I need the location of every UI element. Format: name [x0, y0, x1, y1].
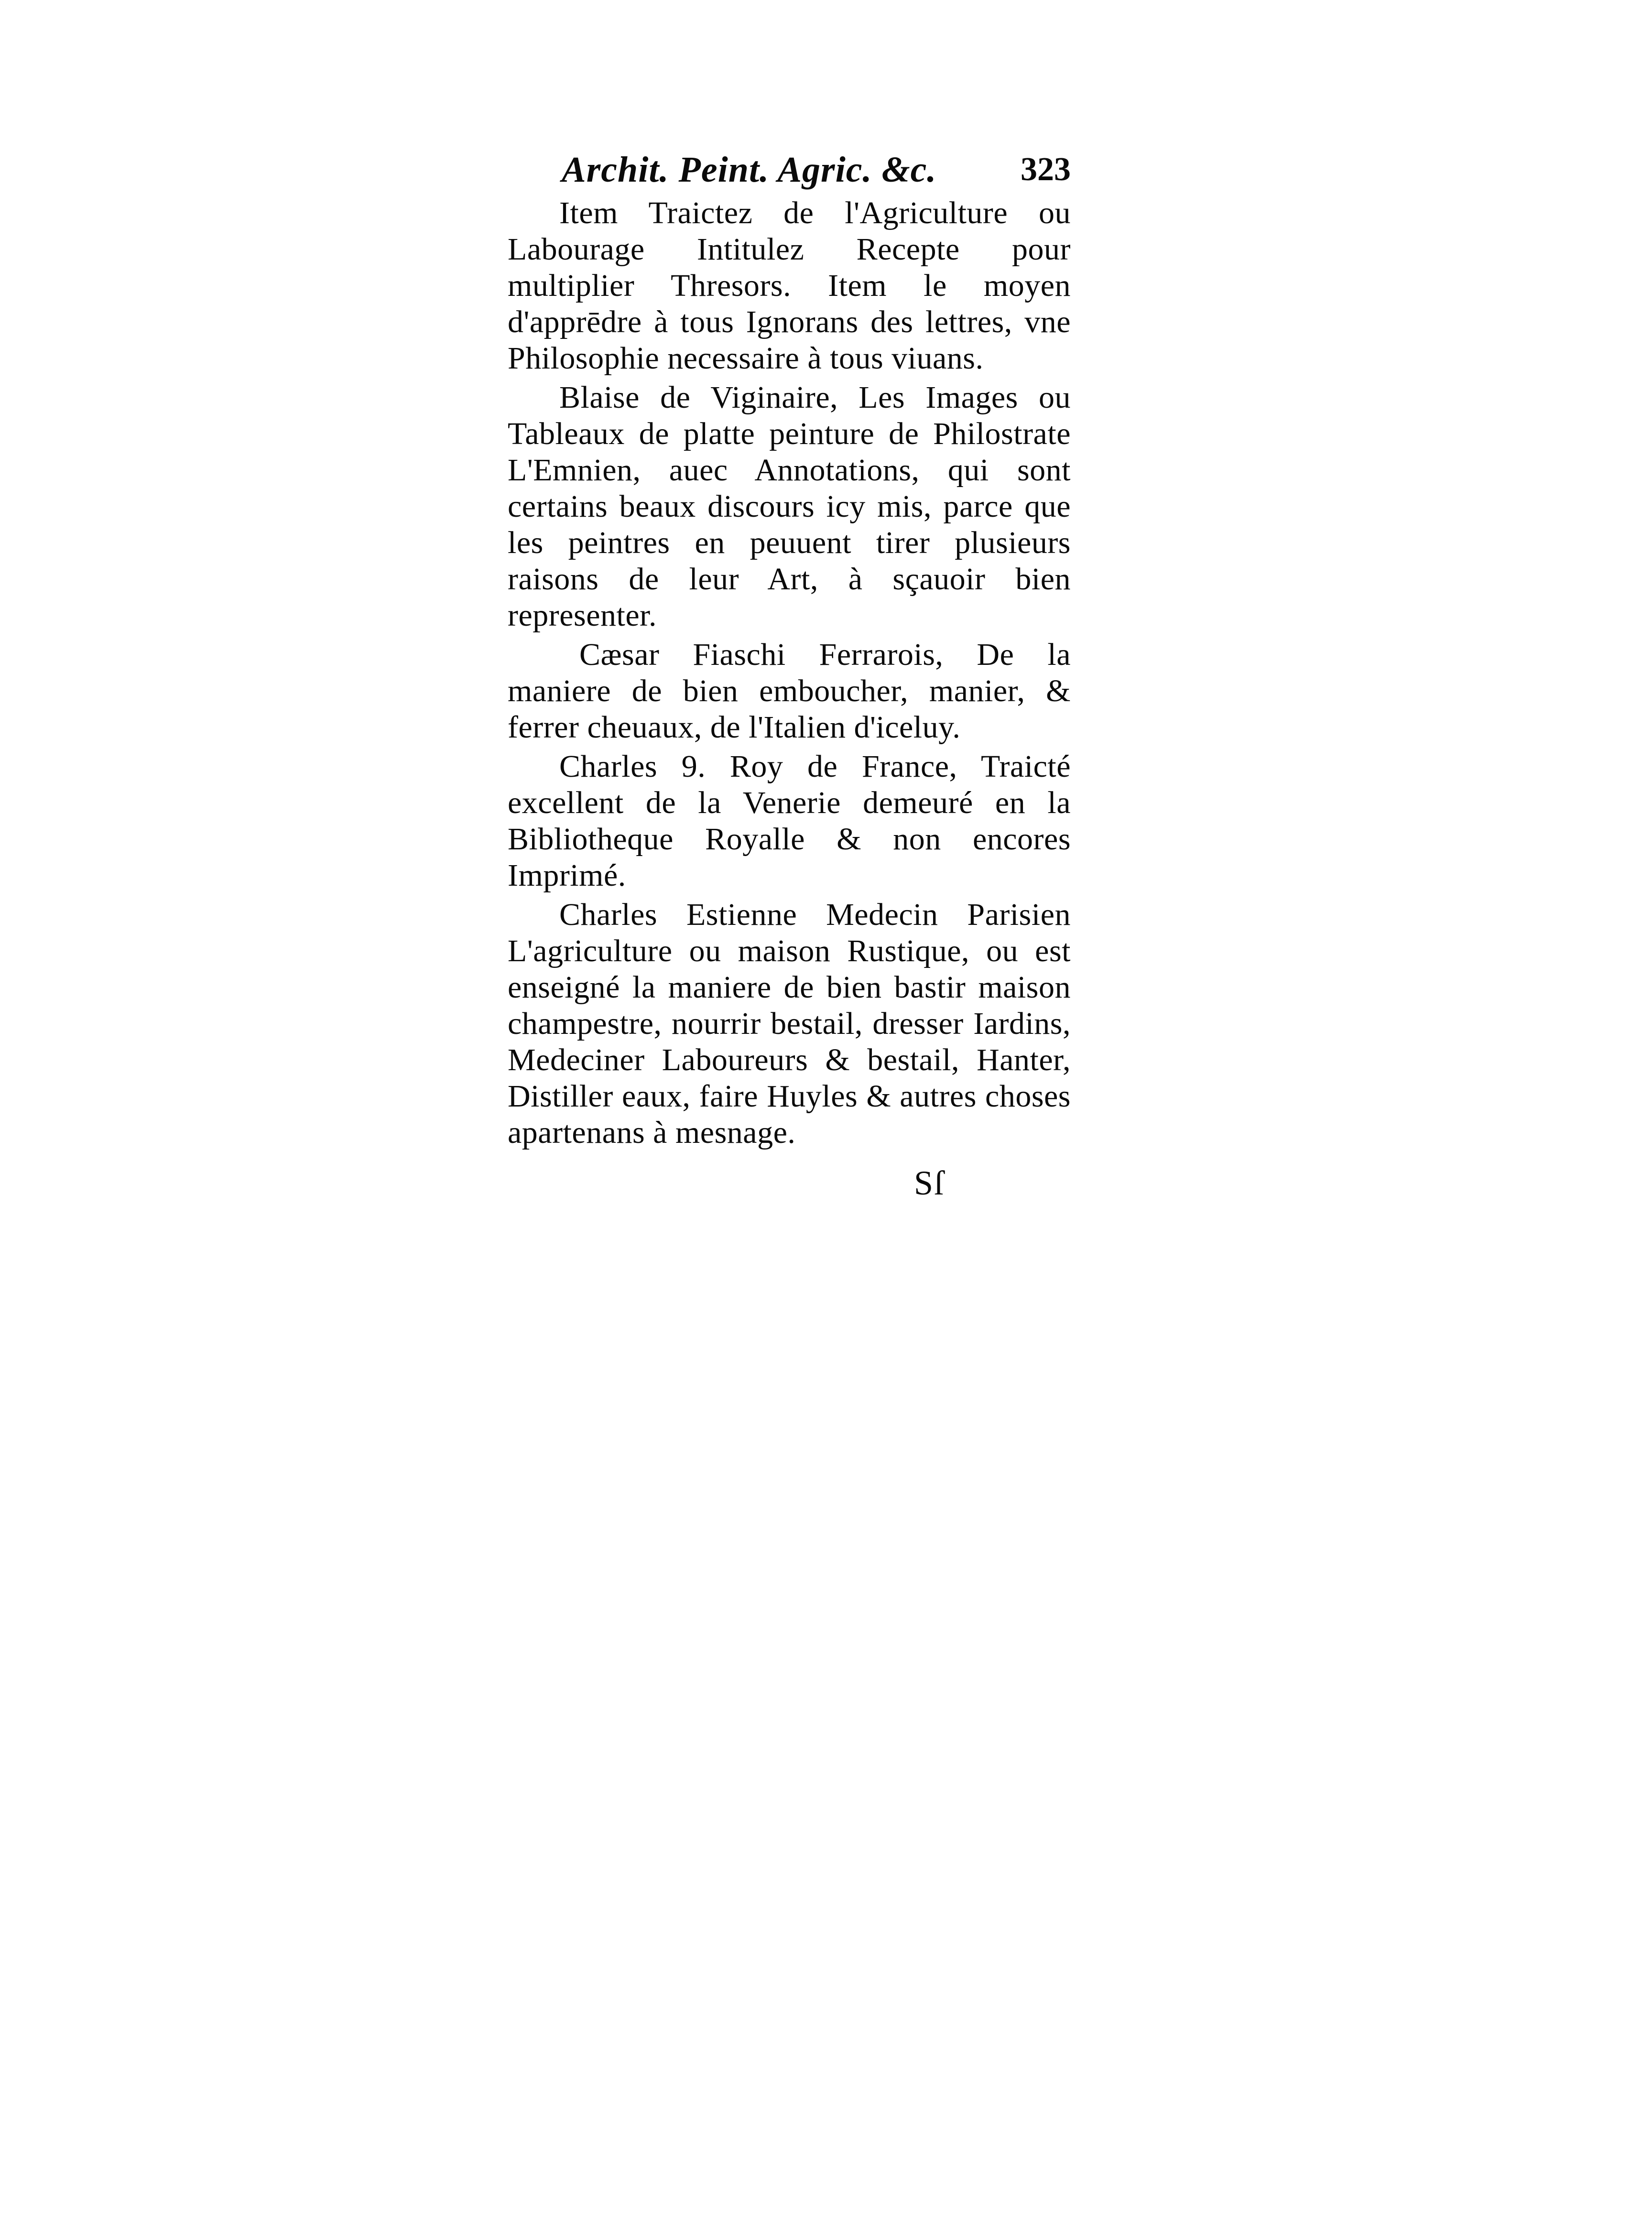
text-block [508, 195, 1071, 1154]
entry-caesar-fiaschi: Cæsar Fiaschi Ferrarois, De la maniere de bien emboucher, manier, & ferrer cheuaux, de l'Italien d'iceluy. [508, 637, 1071, 745]
signature-mark: Sſ [914, 1164, 945, 1202]
entry-charles-estienne: Charles Estienne Medecin Parisien L'agriculture ou maison Rustique, ou est enseigné la maniere de bien bastir maison champestre, nourrir bestail, dresser Iardins, Medeciner Laboureurs & bestail, Hanter, Distiller eaux, faire Huyles & autres choses apartenans à mesnage. [508, 897, 1071, 1150]
entry-blaise-de-viginaire: Blaise de Viginaire, Les Images ou Tableaux de platte peinture de Philostrate L'Emnien, auec Annotations, qui sont certains beaux discours icy mis, parce que les peintres en peuuent tirer plusieurs raisons de leur Art, à sçauoir bien representer. [508, 380, 1071, 633]
entry-item-traictez: Item Traictez de l'Agriculture ou Labourage Intitulez Recepte pour multiplier Thresors. Item le moyen d'apprēdre à tous Ignorans des lettres, vne Philosophie necessaire à tous viuans. [508, 195, 1071, 376]
running-head-title: Archit. Peint. Agric. &c. [562, 150, 937, 190]
entry-charles-9: Charles 9. Roy de France, Traicté excellent de la Venerie demeuré en la Bibliotheque Royalle & non encores Imprimé. [508, 749, 1071, 893]
page-number: 323 [1021, 151, 1071, 188]
running-head [562, 143, 1071, 201]
